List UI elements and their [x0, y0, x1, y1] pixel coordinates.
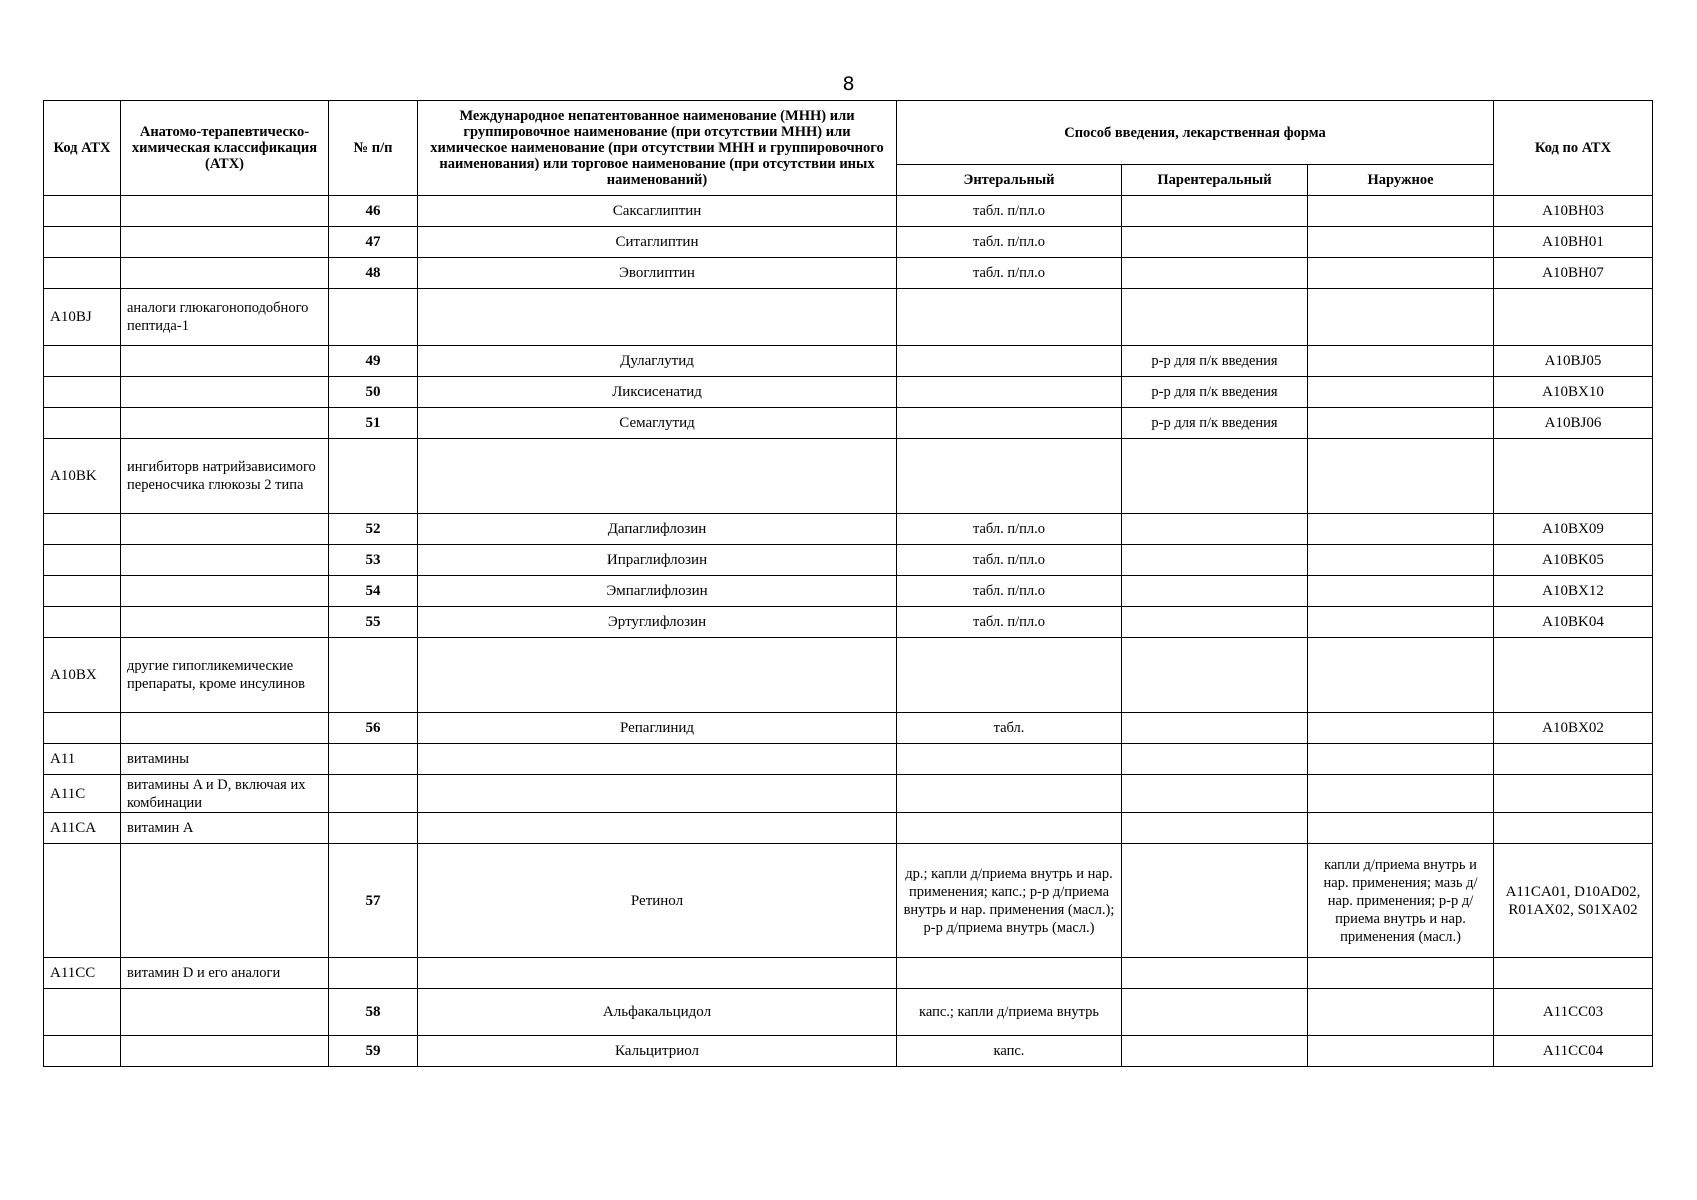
enteral-cell: табл. п/пл.о: [897, 607, 1122, 638]
parenteral-cell: [1122, 576, 1308, 607]
parenteral-cell: [1122, 744, 1308, 775]
table-row: [44, 638, 1653, 713]
num-cell: 59: [329, 1036, 418, 1067]
parenteral-cell: [1122, 813, 1308, 844]
parenteral-cell: [1122, 227, 1308, 258]
atc-class-cell: [121, 545, 329, 576]
external-cell: [1308, 514, 1494, 545]
external-cell: [1308, 775, 1494, 813]
name-cell: [418, 744, 897, 775]
external-cell: [1308, 576, 1494, 607]
name-cell: Ипраглифлозин: [418, 545, 897, 576]
external-cell: [1308, 289, 1494, 346]
name-cell: Кальцитриол: [418, 1036, 897, 1067]
enteral-cell: [897, 346, 1122, 377]
table-row: [44, 439, 1653, 514]
parenteral-cell: [1122, 545, 1308, 576]
num-cell: [329, 744, 418, 775]
atc-code-cell: A10BX: [44, 638, 121, 713]
name-cell: [418, 775, 897, 813]
header-external: Наружное: [1308, 165, 1494, 196]
atx-code-cell: [1494, 958, 1653, 989]
external-cell: [1308, 545, 1494, 576]
num-cell: 56: [329, 713, 418, 744]
num-cell: 47: [329, 227, 418, 258]
atx-code-cell: A10BK04: [1494, 607, 1653, 638]
atc-code-cell: [44, 514, 121, 545]
external-cell: [1308, 346, 1494, 377]
table-row: [44, 989, 1653, 1036]
external-cell: [1308, 713, 1494, 744]
enteral-cell: капс.; капли д/приема внутрь: [897, 989, 1122, 1036]
num-cell: [329, 439, 418, 514]
atx-code-cell: [1494, 439, 1653, 514]
atc-class-cell: [121, 607, 329, 638]
parenteral-cell: [1122, 989, 1308, 1036]
external-cell: [1308, 1036, 1494, 1067]
external-cell: [1308, 439, 1494, 514]
atc-class-cell: другие гипогликемические препараты, кроме инсулинов: [121, 638, 329, 713]
name-cell: [418, 638, 897, 713]
num-cell: 52: [329, 514, 418, 545]
enteral-cell: др.; капли д/приема внутрь и нар. применения; капс.; р-р д/приема внутрь и нар. применения (масл.); р-р д/приема внутрь (масл.): [897, 844, 1122, 958]
atc-class-cell: аналоги глюкагоноподобного пептида-1: [121, 289, 329, 346]
atc-class-cell: витамины: [121, 744, 329, 775]
enteral-cell: табл. п/пл.о: [897, 576, 1122, 607]
atc-code-cell: A11CC: [44, 958, 121, 989]
name-cell: Репаглинид: [418, 713, 897, 744]
parenteral-cell: [1122, 775, 1308, 813]
atx-code-cell: [1494, 813, 1653, 844]
atc-code-cell: [44, 408, 121, 439]
header-route: Способ введения, лекарственная форма: [897, 101, 1494, 165]
atc-code-cell: [44, 258, 121, 289]
name-cell: Ситаглиптин: [418, 227, 897, 258]
enteral-cell: табл. п/пл.о: [897, 196, 1122, 227]
enteral-cell: [897, 289, 1122, 346]
atc-class-cell: [121, 346, 329, 377]
parenteral-cell: р-р для п/к введения: [1122, 377, 1308, 408]
enteral-cell: [897, 775, 1122, 813]
external-cell: капли д/приема внутрь и нар. применения; мазь д/нар. применения; р-р д/приема внутрь и нар. применения (масл.): [1308, 844, 1494, 958]
parenteral-cell: [1122, 258, 1308, 289]
name-cell: Дулаглутид: [418, 346, 897, 377]
table-row: [44, 576, 1653, 607]
atc-code-cell: [44, 545, 121, 576]
external-cell: [1308, 744, 1494, 775]
name-cell: [418, 439, 897, 514]
external-cell: [1308, 196, 1494, 227]
num-cell: [329, 813, 418, 844]
atc-code-cell: [44, 713, 121, 744]
atc-code-cell: [44, 576, 121, 607]
num-cell: [329, 638, 418, 713]
enteral-cell: табл. п/пл.о: [897, 227, 1122, 258]
enteral-cell: [897, 958, 1122, 989]
atx-code-cell: A10BH03: [1494, 196, 1653, 227]
parenteral-cell: [1122, 638, 1308, 713]
name-cell: [418, 813, 897, 844]
name-cell: Эвоглиптин: [418, 258, 897, 289]
enteral-cell: [897, 813, 1122, 844]
table-row: [44, 744, 1653, 775]
header-atc-code: Код АТХ: [44, 101, 121, 196]
num-cell: 58: [329, 989, 418, 1036]
num-cell: 55: [329, 607, 418, 638]
atc-class-cell: [121, 258, 329, 289]
atc-class-cell: витамин A: [121, 813, 329, 844]
header-atx-code: Код по АТХ: [1494, 101, 1653, 196]
atx-code-cell: [1494, 744, 1653, 775]
table-row: [44, 377, 1653, 408]
name-cell: Ретинол: [418, 844, 897, 958]
name-cell: Дапаглифлозин: [418, 514, 897, 545]
external-cell: [1308, 813, 1494, 844]
parenteral-cell: [1122, 289, 1308, 346]
atc-class-cell: витамин D и его аналоги: [121, 958, 329, 989]
parenteral-cell: [1122, 1036, 1308, 1067]
enteral-cell: табл. п/пл.о: [897, 258, 1122, 289]
enteral-cell: табл. п/пл.о: [897, 545, 1122, 576]
atc-code-cell: A10BJ: [44, 289, 121, 346]
atc-class-cell: [121, 408, 329, 439]
external-cell: [1308, 408, 1494, 439]
parenteral-cell: [1122, 844, 1308, 958]
atc-class-cell: ингибиторв натрийзависимого переносчика глюкозы 2 типа: [121, 439, 329, 514]
atc-code-cell: [44, 607, 121, 638]
atc-class-cell: [121, 576, 329, 607]
table-row: [44, 958, 1653, 989]
enteral-cell: [897, 377, 1122, 408]
page-number: 8: [842, 73, 855, 95]
atc-code-cell: [44, 1036, 121, 1067]
num-cell: 49: [329, 346, 418, 377]
atc-code-cell: [44, 346, 121, 377]
atc-code-cell: [44, 377, 121, 408]
atx-code-cell: A10BJ05: [1494, 346, 1653, 377]
atc-class-cell: [121, 196, 329, 227]
enteral-cell: [897, 744, 1122, 775]
table-row: [44, 813, 1653, 844]
atc-code-cell: A11: [44, 744, 121, 775]
atc-code-cell: [44, 844, 121, 958]
num-cell: 53: [329, 545, 418, 576]
atc-code-cell: [44, 989, 121, 1036]
parenteral-cell: [1122, 958, 1308, 989]
table-row: [44, 514, 1653, 545]
table-row: [44, 408, 1653, 439]
num-cell: 51: [329, 408, 418, 439]
num-cell: [329, 289, 418, 346]
atc-class-cell: витамины A и D, включая их комбинации: [121, 775, 329, 813]
table-row: [44, 713, 1653, 744]
parenteral-cell: [1122, 196, 1308, 227]
external-cell: [1308, 258, 1494, 289]
table-row: [44, 258, 1653, 289]
name-cell: Эмпаглифлозин: [418, 576, 897, 607]
atx-code-cell: A10BH01: [1494, 227, 1653, 258]
enteral-cell: капс.: [897, 1036, 1122, 1067]
external-cell: [1308, 958, 1494, 989]
parenteral-cell: [1122, 439, 1308, 514]
parenteral-cell: р-р для п/к введения: [1122, 346, 1308, 377]
atc-class-cell: [121, 844, 329, 958]
atc-class-cell: [121, 227, 329, 258]
name-cell: [418, 289, 897, 346]
atc-code-cell: [44, 196, 121, 227]
enteral-cell: табл. п/пл.о: [897, 514, 1122, 545]
atx-code-cell: A10BX10: [1494, 377, 1653, 408]
atc-class-cell: [121, 377, 329, 408]
atx-code-cell: A10BX12: [1494, 576, 1653, 607]
header-atc-class: Анатомо-терапевтическо-химическая классификация (АТХ): [121, 101, 329, 196]
atc-class-cell: [121, 713, 329, 744]
atc-code-cell: A11CA: [44, 813, 121, 844]
table-body: [44, 196, 1653, 1067]
atx-code-cell: A10BX09: [1494, 514, 1653, 545]
name-cell: [418, 958, 897, 989]
atc-code-cell: A11C: [44, 775, 121, 813]
atx-code-cell: A11CA01, D10AD02, R01AX02, S01XA02: [1494, 844, 1653, 958]
table-header: [44, 101, 1653, 196]
name-cell: Эртуглифлозин: [418, 607, 897, 638]
name-cell: Семаглутид: [418, 408, 897, 439]
external-cell: [1308, 607, 1494, 638]
external-cell: [1308, 377, 1494, 408]
atx-code-cell: A10BJ06: [1494, 408, 1653, 439]
atx-code-cell: A10BK05: [1494, 545, 1653, 576]
external-cell: [1308, 989, 1494, 1036]
num-cell: 48: [329, 258, 418, 289]
num-cell: 50: [329, 377, 418, 408]
header-parenteral: Парентеральный: [1122, 165, 1308, 196]
parenteral-cell: [1122, 607, 1308, 638]
external-cell: [1308, 638, 1494, 713]
atx-code-cell: [1494, 775, 1653, 813]
header-enteral: Энтеральный: [897, 165, 1122, 196]
atx-code-cell: A10BH07: [1494, 258, 1653, 289]
enteral-cell: [897, 638, 1122, 713]
external-cell: [1308, 227, 1494, 258]
header-name: Международное непатентованное наименование (МНН) или группировочное наименование (при отсутствии МНН) или химическое наименование (при отсутствии МНН и группировочного наименования) или торговое наименование (при отсутствии иных наименований): [418, 101, 897, 196]
parenteral-cell: р-р для п/к введения: [1122, 408, 1308, 439]
name-cell: Альфакальцидол: [418, 989, 897, 1036]
table-row: [44, 844, 1653, 958]
atc-class-cell: [121, 1036, 329, 1067]
table-row: [44, 227, 1653, 258]
atx-code-cell: A10BX02: [1494, 713, 1653, 744]
drug-table: [43, 100, 1653, 1067]
num-cell: 46: [329, 196, 418, 227]
num-cell: 57: [329, 844, 418, 958]
atc-class-cell: [121, 989, 329, 1036]
atx-code-cell: [1494, 638, 1653, 713]
atx-code-cell: A11CC04: [1494, 1036, 1653, 1067]
table-row: [44, 545, 1653, 576]
atc-code-cell: [44, 227, 121, 258]
table-row: [44, 346, 1653, 377]
table-row: [44, 289, 1653, 346]
header-num: № п/п: [329, 101, 418, 196]
name-cell: Ликсисенатид: [418, 377, 897, 408]
atx-code-cell: [1494, 289, 1653, 346]
atx-code-cell: A11CC03: [1494, 989, 1653, 1036]
num-cell: [329, 958, 418, 989]
enteral-cell: [897, 439, 1122, 514]
parenteral-cell: [1122, 713, 1308, 744]
enteral-cell: табл.: [897, 713, 1122, 744]
name-cell: Саксаглиптин: [418, 196, 897, 227]
table-row: [44, 1036, 1653, 1067]
num-cell: [329, 775, 418, 813]
table-row: [44, 775, 1653, 813]
parenteral-cell: [1122, 514, 1308, 545]
num-cell: 54: [329, 576, 418, 607]
atc-code-cell: A10BK: [44, 439, 121, 514]
enteral-cell: [897, 408, 1122, 439]
atc-class-cell: [121, 514, 329, 545]
table-row: [44, 196, 1653, 227]
table-row: [44, 607, 1653, 638]
